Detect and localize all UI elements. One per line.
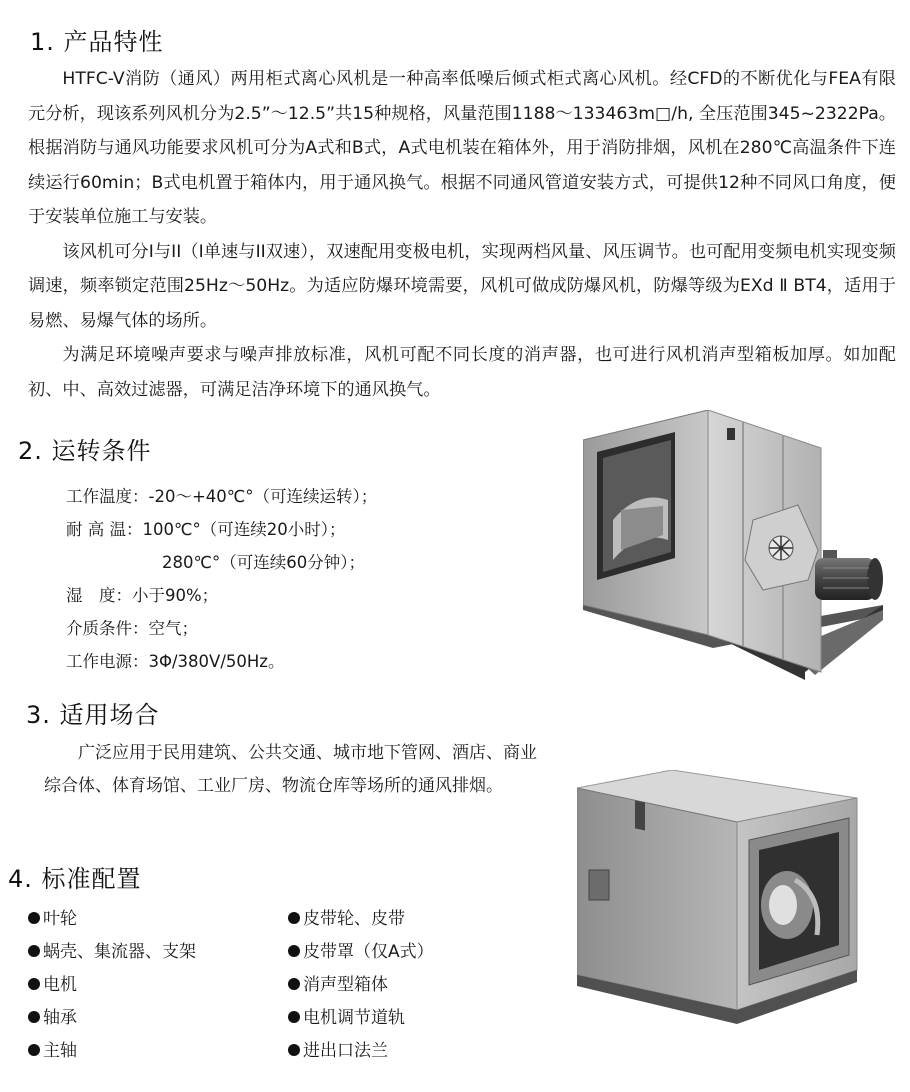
config-item-label: 皮带罩（仅A式） — [303, 942, 434, 962]
operating-conditions — [66, 480, 377, 678]
condition-line: 湿 度：小于90%； — [66, 586, 219, 605]
condition-line: 介质条件：空气； — [66, 619, 198, 638]
fan-type-b-image — [577, 770, 862, 1025]
bullet-icon — [288, 978, 300, 990]
bullet-icon — [288, 1044, 300, 1056]
section-3-heading: 3. 适用场合 — [26, 701, 160, 729]
config-item-label: 进出口法兰 — [303, 1041, 388, 1061]
paragraph: 为满足环境噪声要求与噪声排放标准，风机可配不同长度的消声器，也可进行风机消声型箱板加厚。如加配初、中、高效过滤器，可满足洁净环境下的通风换气。 — [28, 345, 896, 400]
condition-line: 280℃°（可连续60分钟）； — [162, 553, 366, 572]
config-item-label: 蜗壳、集流器、支架 — [43, 942, 196, 962]
condition-line: 耐 高 温：100℃°（可连续20小时）； — [66, 520, 346, 539]
config-item-label: 消声型箱体 — [303, 975, 388, 995]
config-item — [288, 974, 388, 996]
config-item — [288, 1040, 388, 1062]
config-item-label: 皮带轮、皮带 — [303, 909, 405, 929]
config-item — [28, 941, 196, 963]
config-item-label: 电机 — [43, 975, 77, 995]
bullet-icon — [28, 945, 40, 957]
bullet-icon — [288, 945, 300, 957]
config-item — [288, 908, 405, 930]
bullet-icon — [28, 1044, 40, 1056]
config-item-label: 电机调节道轨 — [303, 1008, 405, 1028]
section-4-heading: 4. 标准配置 — [8, 865, 142, 893]
bullet-icon — [288, 912, 300, 924]
section-1-heading: 1. 产品特性 — [30, 28, 164, 56]
paragraph: 该风机可分I与II（I单速与II双速），双速配用变极电机，实现两档风量、风压调节。也可配用变频电机实现变频调速，频率锁定范围25Hz～50Hz。为适应防爆环境需要，风机可做成防爆风机，防爆等级为EXd Ⅱ BT4，适用于易燃、易爆气体的场所。 — [28, 241, 896, 331]
applications-text — [44, 737, 544, 803]
config-item — [28, 908, 77, 930]
fan-type-a-image — [583, 410, 893, 685]
config-item-label: 主轴 — [43, 1041, 77, 1061]
condition-line: 工作温度：-20～+40℃°（可连续运转）； — [66, 487, 378, 506]
config-item — [28, 1007, 77, 1029]
section-2-heading: 2. 运转条件 — [18, 437, 152, 465]
bullet-icon — [28, 1011, 40, 1023]
paragraph: 广泛应用于民用建筑、公共交通、城市地下管网、酒店、商业综合体、体育场馆、工业厂房、物流仓库等场所的通风排烟。 — [44, 743, 537, 796]
bullet-icon — [28, 978, 40, 990]
config-item — [288, 1007, 405, 1029]
section-1-body — [28, 62, 896, 407]
bullet-icon — [288, 1011, 300, 1023]
config-item — [288, 941, 434, 963]
condition-line: 工作电源：3Φ/380V/50Hz。 — [66, 652, 285, 671]
config-item-label: 轴承 — [43, 1008, 77, 1028]
bullet-icon — [28, 912, 40, 924]
paragraph: HTFC-V消防（通风）两用柜式离心风机是一种高率低噪后倾式柜式离心风机。经CFD的不断优化与FEA有限元分析，现该系列风机分为2.5”～12.5”共15种规格，风量范围1188～133463m□/h, 全压范围345~2322Pa。根据消防与通风功能要求风机可分为A式和B式，A式电机装在箱体外，用于消防排烟，风机在280℃高温条件下连续运行60min；B式电机置于箱体内，用于通风换气。根据不同通风管道安装方式，可提供12种不同风口角度，便于安装单位施工与安装。 — [28, 69, 896, 227]
config-item-label: 叶轮 — [43, 909, 77, 929]
config-item — [28, 1040, 77, 1062]
config-item — [28, 974, 77, 996]
